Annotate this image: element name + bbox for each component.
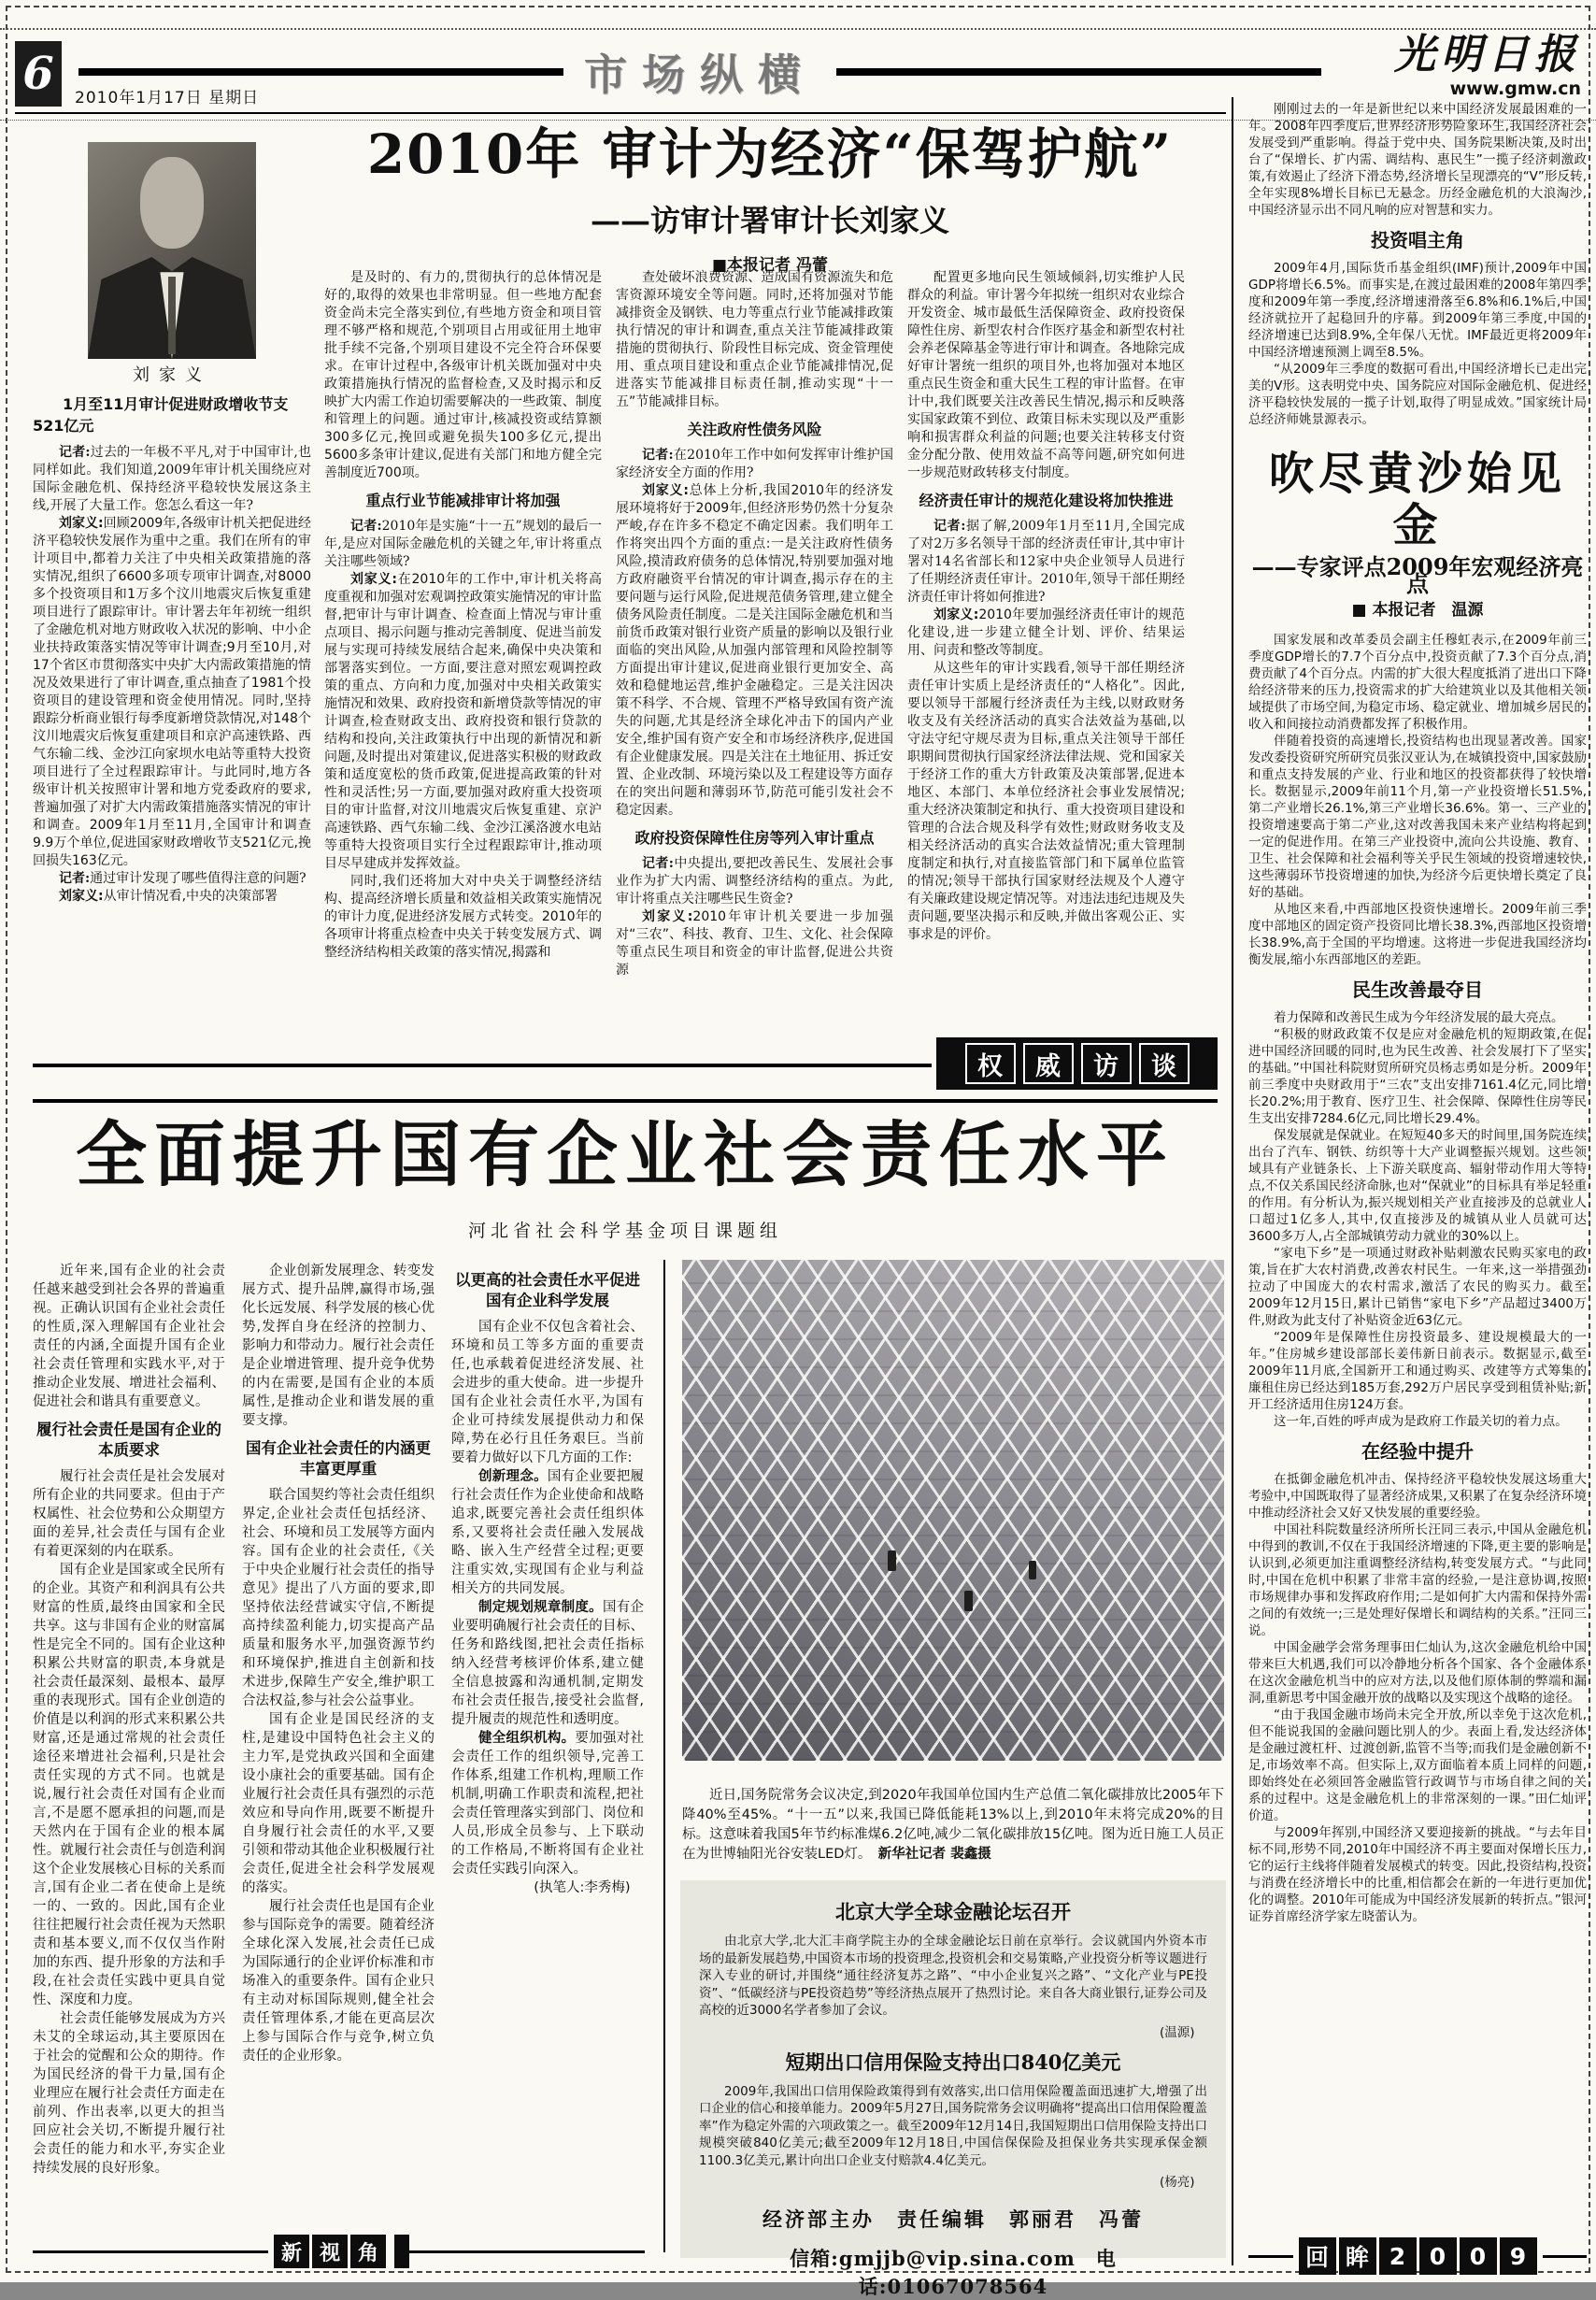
article-paragraph: 近年来,国有企业的社会责任越来越受到社会各界的普遍重视。正确认识国有企业社会责任的性质,深入理解国有企业社会责任的内涵,全面提升国有企业社会责任管理和实践水平,对于推动企业发展、增进社会福利、促进社会和谐具有重要意义。	[33, 1264, 225, 1409]
badge-rule-right	[1543, 2255, 1588, 2258]
article-paragraph: 国有企业不仅包含着社会、环境和员工等多方面的重要责任,也承载着促进经济发展、社会进步的重大使命。进一步提升国有企业社会责任水平,为国有企业可持续发展提供动力和保障,势在必行且任务艰巨。当前要着力做好以下几方面的工作:	[451, 1320, 644, 1465]
author-signature: (执笔人:李秀梅)	[534, 1880, 631, 1895]
article-paragraph: 中国金融学会常务理事田仁灿认为,这次金融危机给中国带来巨大机遇,我们可以冷静地分析各个国家、各个金融体系在这次金融危机当中的应对方法,以及他们原体制的弊端和漏洞,重新思考中国金融开放的战略以及实现这个战略的途径。	[1248, 1640, 1587, 1707]
article-paragraph: 在抵御金融危机冲击、保持经济平稳较快发展这场重大考验中,中国既取得了显著经济成果,又积累了在复杂经济环境中推动经济社会又好又快发展的重要经验。	[1248, 1472, 1587, 1521]
badge-character: 0	[1419, 2237, 1457, 2275]
article-paragraph: 国有企业是国民经济的支柱,是建设中国特色社会主义的主力军,是党执政兴国和全面建设小康社会的重要基础。国有企业履行社会责任具有强烈的示范效应和导向作用,既要不断提升自身履行社会责任的水平,又要引领和带动其他企业积极履行社会责任,促进全社会科学发展观的落实。	[242, 1712, 435, 1895]
caption-credit: 新华社记者 裴鑫摄	[877, 1846, 991, 1862]
article-paragraph: “家电下乡”是一项通过财政补贴刺激农民购买家电的政策,旨在扩大农村消费,改善农村民生。一年来,这一举措强劲拉动了中国庞大的农村需求,激活了农民的购买力。截至2009年12月15日,累计已销售“家电下乡”产品超过3400万件,财政为此支付了补贴资金近63亿元。	[1248, 1246, 1587, 1329]
article-paragraph: 中国社科院数量经济所所长汪同三表示,中国从金融危机中得到的教训,不仅在于我国经济增速的下降,更主要的影响是认识到,必须更加注重调整经济结构,转变发展方式。“与此同时,中国在危机中积累了非常丰富的经验,一是注意协调,按照市场规律办事和发挥政府作用;二是如何扩大内需和保持外需之间的有效统一;三是处理好保增长和调结构的关系。”汪同三说。	[1248, 1522, 1587, 1639]
new-perspective-badge-row	[33, 2232, 645, 2271]
badge-rule-left	[33, 2250, 268, 2253]
expo-axis-sun-valley-photo	[682, 1260, 1224, 1761]
badge-character: 权	[965, 1043, 1016, 1084]
question-paragraph: 记者:2010年是实施“十一五”规划的最后一年,是应对国际金融危机的关键之年,审计将重点关注哪些领域?	[324, 519, 602, 569]
review-2009-badge-row	[1248, 2236, 1587, 2277]
audit-column-1	[33, 140, 311, 1036]
date-line: 2010年1月17日 星期日	[75, 89, 260, 107]
badge-character: 眸	[1339, 2237, 1376, 2275]
insurance-brief-title: 短期出口信用保险支持出口840亿美元	[785, 2050, 1121, 2074]
column-subhead: 在经验中提升	[1361, 1440, 1474, 1464]
contact-line: 信箱:gmjjb@vip.sina.com 电话:01067078564	[790, 2247, 1117, 2298]
audit-subheadline: ——访审计署审计长刘家义	[590, 202, 949, 238]
insurance-brief-body: 2009年,我国出口信用保险政策得到有效落实,出口信用保险覆盖面迅速扩大,增强了出口企业的信心和接单能力。2009年5月27日,国务院常务会议明确将“提高出口信用保险覆盖率”作为稳定外需的六项政策之一。截至2009年12月14日,我国短期出口信用保险支持出口规模突破840亿美元;截至2009年12月18日,中国信保保险及担保业务共实现承保金额1100.3亿美元,累计向出口企业支付赔款4.4亿美元。	[699, 2083, 1207, 2168]
audit-column-2	[324, 269, 602, 1037]
column-subhead: 政府投资保障性住房等列入审计重点	[634, 829, 875, 847]
header-divider	[15, 112, 1226, 114]
column-subhead: 经济责任审计的规范化建设将加快推进	[919, 492, 1174, 509]
badge-character: 谈	[1139, 1043, 1190, 1084]
section-rule-upper	[33, 1064, 932, 1067]
article-paragraph: 企业创新发展理念、转变发展方式、提升品牌,赢得市场,强化长远发展、科学发展的核心优势,发挥自身在经济的控制力、影响力和带动力。履行社会责任是企业增进管理、提升竞争优势的内在需要,是国有企业的本质属性,是推动企业和谐发展的重要支撑。	[242, 1264, 435, 1428]
article-paragraph: 国有企业是国家或全民所有的企业。其资产和利润具有公共财富的性质,最终由国家和全民共享。这与非国有企业的财富属性是完全不同的。国有企业这种积累公共财富的职责,本身就是社会责任最深刻、最根本、最厚重的表现形式。国有企业创造的价值是以利润的形式来积累公共财富,还是通过常规的社会责任途径来增进社会福利,只是社会责任实现的方式不同。也就是说,履行社会责任对国有企业而言,不是愿不愿承担的问题,而是天然内在于国有企业的根本属性。就履行社会责任与创造利润这个企业发展核心目标的关系而言,国有企业二者在使命上是统一的、一致的。因此,国有企业往往把履行社会责任视为天然职责和基本要义,而不仅仅当作附加的东西、提升形象的方法和手段,在社会责任实践中更具自觉性、深度和力度。	[33, 1563, 225, 2007]
article-paragraph: 履行社会责任也是国有企业参与国际竞争的需要。随着经济全球化深入发展,社会责任已成为国际通行的企业评价标准和市场准入的重要条件。国有企业只有主动对标国际规则,健全社会责任管理体系,才能在更高层次上参与国际合作与竞争,树立负责任的企业形象。	[242, 1899, 435, 2064]
article-paragraph: 与2009年挥别,中国经济又要迎接新的挑战。“与去年目标不同,形势不同,2010年中国经济不再主要面对保增长压力,它的运行主线将伴随着发展模式的转变。因此,投资结构,投资与消费在经济增长中的比重,相信都会在新的一年进行更加优化的调整。2010年可能成为中国经济发展新的转折点。”银河证券首席经济学家左晓蕾认为。	[1248, 1825, 1587, 1925]
article-paragraph: 社会责任能够发展成为方兴未艾的全球运动,其主要原因在于社会的觉醒和公众的期待。作为国民经济的骨干力量,国有企业理应在履行社会责任方面走在前列、作出表率,以更大的担当回应社会关切,不断提升履行社会责任的能力和水平,夯实企业持续发展的良好形象。	[33, 2011, 225, 2176]
audit-col1-subhead: 1月至11月审计促进财政增收节支521亿元	[33, 395, 289, 435]
article-paragraph: 2009年4月,国际货币基金组织(IMF)预计,2009年中国GDP将增长6.5%。而事实是,在渡过最困难的2008年第四季度和2009年第一季度,经济增速滑落至6.8%和6.1%后,中国经济就拉开了起稳回升的序幕。到2009年第三季度,中国的经济增速已达到8.9%,全年保八无忧。IMF最近更将2009年中国经济增速预测上调至8.5%。	[1248, 261, 1587, 360]
editor-credits: 经济部主办 责任编辑 郭丽君 冯蕾	[762, 2207, 1144, 2231]
audit-headline: 2010年 审计为经济“保驾护航”	[366, 122, 1174, 186]
header-rule-right	[836, 68, 1321, 76]
liu-jiayi-photo	[88, 142, 256, 359]
badge-rule-right	[409, 2250, 645, 2253]
feature-subheadline: ——专家评点2009年宏观经济亮点	[1251, 553, 1584, 598]
article-paragraph: 履行社会责任是社会发展对所有企业的共同要求。但由于产权属性、社会位势和公众期望方面的差异,社会责任与国有企业有着更深刻的内在联系。	[33, 1469, 225, 1559]
section-header	[78, 41, 1321, 103]
article-paragraph: 从这些年的审计实践看,领导干部任期经济责任审计实质上是经济责任的“人格化”。因此,要以领导干部履行经济责任为主线,以财政财务收支及有关经济活动的真实合法效益为基础,以守法守纪守规尽责为目标,重点关注领导干部任职期间贯彻执行国家经济法律法规、党和国家关于经济工作的重大方针政策及决策部署,促进本地区、本部门、本单位经济社会事业发展情况;重大经济决策制定和执行、重大投资项目建设和管理的合法合规及科学有效性;财政财务收支及相关经济活动的真实合法效益情况;重大管理制度制定和执行,对直接监管部门和下属单位监管的情况;领导干部执行国家财经法规及个人遵守有关廉政建设规定情况等。对违法违纪违规及失责问题,要坚决揭示和反映,并做出客观公正、实事求是的评价。	[907, 661, 1185, 942]
badge-character: 访	[1081, 1043, 1132, 1084]
portrait-tie	[168, 277, 175, 355]
badge-character: 角	[350, 2235, 386, 2268]
article-paragraph: 刚刚过去的一年是新世纪以来中国经济发展最困难的一年。2008年四季度后,世界经济形势险象环生,我国经济社会发展受到严重影响。得益于党中央、国务院果断决策,及时出台了“保增长、扩内需、调结构、惠民生”一揽子经济刺激政策,有效遏止了经济下滑态势,经济增长呈现漂亮的“V”形反转,全年实现8%增长目标已无悬念。历经金融危机的大浪淘沙,中国经济显示出不同凡响的应对智慧和实力。	[1248, 102, 1587, 218]
article-paragraph: “从2009年三季度的数据可看出,中国经济增长已走出完美的V形。这表明党中央、国务院应对国际金融危机、促进经济平稳较快发展的一揽子计划,取得了明显成效。”国家统计局总经济师姚景源表示。	[1248, 362, 1587, 427]
question-paragraph: 记者:过去的一年极不平凡,对于中国审计,也同样如此。我们知道,2009年审计机关围绕应对国际金融危机、保持经济平稳较快发展这条主线,开展了大量工作。您怎么看这一年?	[33, 445, 311, 513]
interview-byline: 河北省社会科学基金项目课题组	[467, 1221, 782, 1241]
article-paragraph: 保发展就是保就业。在短短40多天的时间里,国务院连续出台了汽车、钢铁、纺织等十大产业调整振兴规划。这些领域具有产业链条长、上下游关联度高、辐射带动作用大等特点,不仅关系国民经济命脉,也对“保就业”的目标具有举足轻重的作用。有分析认为,振兴规划相关产业直接涉及的总就业人口超过1亿多人,其中,仅直接涉及的城镇从业人员就可达3600多万人,占全部城镇劳动力就业的30%以上。	[1248, 1128, 1587, 1245]
forum-brief-body: 由北京大学,北大汇丰商学院主办的全球金融论坛日前在京举行。会议就国内外资本市场的最新发展趋势,中国资本市场的投资理念,投资机会和交易策略,产业投资分析等议题进行深入专业的研讨,并围绕“通往经济复苏之路”、“中小企业复兴之路”、“文化产业与PE投资”、“低碳经济与PE投资趋势”等经济热点展开了热烈讨论。来自各大商业银行,证券公司及高校的近3000名学者参加了会议。	[699, 1934, 1207, 2018]
badge-character: 新	[274, 2235, 309, 2268]
article-paragraph: 创新理念。国有企业要把履行社会责任作为企业使命和战略追求,既要完善社会责任组织体系,又要将社会责任融入发展战略、嵌入生产经营全过程;更要注重实效,实现国有企业与利益相关方的共同发展。	[451, 1469, 645, 1596]
article-paragraph: “积极的财政政策不仅是应对金融危机的短期政策,在促进中国经济回暖的同时,也为民生改善、社会发展打下了坚实的基础。”中国社科院财贸所研究员杨志勇如是分析。2009年前三季度中央财政用于“三农”支出安排7161.4亿元,同比增长20.2%;用于教育、医疗卫生、社会保障、保障性住房等民生支出安排7284.6亿元,同比增长29.4%。	[1248, 1027, 1587, 1127]
answer-paragraph: 刘家义:回顾2009年,各级审计机关把促进经济平稳较快发展作为重中之重。我们在所有的审计项目中,都着力关注了中央相关政策措施的落实情况,组织了6600多项专项审计调查,对8000多个投资项目和1万多个汶川地震灾后恢复重建项目进行了跟踪审计。审计署去年年初统一组织了金融危机对地方财政收入状况的影响、中小企业扶持政策落实情况等审计调查;9月至10月,对17个省区市贯彻落实中央扩大内需政策措施的情况及效果进行了审计调查,重点抽查了1981个投资项目的建设管理和资金使用情况。同时,坚持跟踪分析商业银行每季度新增贷款情况,对148个汶川地震灾后恢复重建项目和京沪高速铁路、西气东输二线、金沙江向家坝水电站等重特大投资项目进行了全过程跟踪审计。与此同时,地方各级审计机关按照审计署和地方党委政府的要求,普遍加强了对扩大内需政策措施落实情况的审计和调查。2009年1月至11月,全国审计和调查9.9万个单位,促进国家财政增收节支521亿元,挽回损失163亿元。	[33, 516, 311, 868]
section-rule-lower	[33, 1099, 1218, 1103]
article-paragraph: 着力保障和改善民生成为今年经济发展的最大亮点。	[1274, 1010, 1564, 1026]
answer-paragraph: 刘家义:总体上分析,我国2010年的经济发展环境将好于2009年,但经济形势仍然十分复杂严峻,存在许多不稳定不确定因素。我们明年工作将突出四个方面的重点:一是关注政府性债务风险,摸清政府债务的总体情况,特别要加强对地方政府融资平台情况的审计调查,揭示存在的主要问题与运行风险,促进规范债务管理,建立健全债务风险责任制度。二是关注国际金融危机和当前货币政策对银行业资产质量的影响以及银行业面临的突出风险,从加强内部管理和风险控制等方面提出审计建议,促进商业银行更加安全、高效和稳健地运营,维护金融稳定。三是关注因决策不科学、不合规、管理不严格导致国有资产流失的问题,尤其是经济全球化冲击下的国内产业安全,维护国有资产安全和市场经济秩序,促进国有企业健康发展。四是关注在土地征用、拆迁安置、企业改制、环境污染以及工程建设等方面存在的突出问题和薄弱环节,防范可能引发社会不稳定因素。	[616, 483, 893, 818]
badge-character: 视	[312, 2235, 348, 2268]
column-subhead: 关注政府性债务风险	[687, 421, 822, 438]
worker-figure	[888, 1550, 896, 1571]
question-paragraph: 记者:通过审计发现了哪些值得注意的问题?	[59, 871, 306, 886]
column-subhead: 重点行业节能减排审计将加强	[365, 492, 561, 509]
masthead-website: www.gmw.cn	[1449, 79, 1581, 100]
article-paragraph: 联合国契约等社会责任组织界定,企业社会责任包括经济、社会、环境和员工发展等方面内容。国有企业的社会责任,《关于中央企业履行社会责任的指导意见》提出了八方面的要求,即坚持依法经营诚实守信,不断提高持续盈利能力,切实提高产品质量和服务水平,加强资源节约和环境保护,推进自主创新和技术进步,保障生产安全,维护职工合法权益,参与社会公益事业。	[242, 1488, 435, 1708]
question-paragraph: 记者:据了解,2009年1月至11月,全国完成了对2万多名领导干部的经济责任审计,其中审计署对14名省部长和12家中央企业领导人员进行了任期经济责任审计。2010年,领导干部任期经济责任审计将如何推进?	[907, 519, 1185, 605]
badge-rule-left	[1248, 2255, 1293, 2258]
badge-character: 0	[1460, 2237, 1497, 2275]
portrait-face	[140, 157, 204, 248]
article-paragraph: 从地区来看,中西部地区投资快速增长。2009年前三季度中部地区的固定资产投资同比增长38.3%,西部地区投资增长38.9%,高于全国的平均增速。这将进一步促进我国经济均衡发展,缩小东西部地区的差距。	[1248, 902, 1587, 968]
header-rule-left	[78, 68, 563, 76]
masthead	[1329, 31, 1581, 100]
answer-paragraph: 刘家义:从审计情况看,中央的决策部署	[59, 889, 278, 904]
badge-character: 回	[1299, 2237, 1336, 2275]
insurance-brief-signature: (杨亮)	[1159, 2175, 1195, 2190]
audit-photo-caption: 刘家义	[133, 365, 211, 385]
forum-brief-title: 北京大学全球金融论坛召开	[835, 1900, 1071, 1923]
badge-character: 9	[1500, 2237, 1537, 2275]
column-subhead: 履行社会责任是国有企业的本质要求	[36, 1421, 221, 1459]
column-subhead: 国有企业社会责任的内涵更丰富更厚重	[246, 1439, 431, 1478]
answer-paragraph: 刘家义:2010年要加强经济责任审计的规范化建设,进一步建立健全计划、评价、结果运用、问责和整改等制度。	[907, 607, 1185, 658]
main-right-divider	[1232, 97, 1233, 2265]
audit-article-header	[322, 123, 1218, 275]
review-2009-badge	[1299, 2237, 1537, 2275]
interview-column-3	[451, 1262, 644, 2222]
page-number: 6	[15, 41, 62, 107]
interview-headline: 全面提升国有企业社会责任水平	[76, 1113, 1175, 1196]
badge-end-block	[394, 2235, 409, 2268]
new-perspective-badge	[274, 2235, 386, 2268]
authority-interview-badge	[936, 1037, 1218, 1090]
question-paragraph: 记者:在2010年工作中如何发挥审计维护国家经济安全方面的作用?	[616, 448, 893, 480]
question-paragraph: 记者:中央提出,要把改善民生、发展社会事业作为扩大内需、调整经济结构的重点。为此,审计将重点关注哪些民生资金?	[616, 856, 894, 907]
article-paragraph: 健全组织机构。要加强对社会责任工作的组织领导,完善工作体系,组建工作机构,理顺工作机制,明确工作职责和流程,把社会责任管理落实到部门、岗位和人员,形成全员参与、上下联动的工作格局,不断将国有企业社会责任实践引向深入。	[451, 1731, 645, 1877]
audit-col1-text	[33, 444, 311, 906]
feature-column	[1248, 101, 1587, 2224]
audit-column-4	[907, 269, 1185, 1037]
caption-text: 近日,国务院常务会议决定,到2020年我国单位国内生产总值二氧化碳排放比2005年下降40%至45%。“十一五”以来,我国已降低能耗13%以上,到2010年末将完成20%的目标。这意味着我国5年节约标准煤6.2亿吨,减少二氧化碳排放15亿吨。图为近日施工人员正在为世博轴阳光谷安装LED灯。	[682, 1787, 1224, 1862]
answer-paragraph: 刘家义:2010年审计机关要进一步加强对“三农”、科技、教育、卫生、文化、社会保障等重点民生项目和资金的审计监督,促进公共资源	[616, 909, 893, 978]
worker-figure	[1029, 1561, 1036, 1579]
section-title: 市场纵横	[584, 50, 816, 100]
audit-column-3	[616, 269, 893, 1037]
photo-caption	[682, 1786, 1224, 1864]
article-paragraph: 伴随着投资的高速增长,投资结构也出现显著改善。国家发改委投资研究所研究员张汉亚认为,在城镇投资中,国家鼓励和重点支持发展的产业、行业和地区的投资都获得了较快增长。数据显示,2009年前11个月,第一产业投资增长51.5%,第二产业增长26.1%,第三产业增长36.6%。第一、三产业的投资增速要高于第二产业,这对改善我国未来产业结构将起到一定的促进作用。在第三产业投资中,流向公共设施、教育、卫生、社会保障和社会福利等关乎民生领域的投资增速较快,这些薄弱环节投资增速的加快,为经济今后更快增长奠定了良好的基础。	[1248, 734, 1587, 901]
column-subhead: 民生改善最夺目	[1352, 979, 1483, 1002]
answer-paragraph: 刘家义:在2010年的工作中,审计机关将高度重视和加强对宏观调控政策实施情况的审计监督,把审计与审计调查、检查面上情况与审计重点项目、揭示问题与推动完善制度、促进当前发展与实现可持续发展结合起来,确保中央决策和部署落实到位。一方面,要注意对照宏观调控政策的重点、方向和力度,加强对中央相关政策实施情况和效果、政府投资和新增贷款等情况的审计调查,检查财政支出、政府投资和银行贷款的结构和投向,关注政策执行中出现的新情况和新问题,及时提出对策建议,促进落实积极的财政政策和适度宽松的货币政策,促进提高政策的针对性和灵活性;另一方面,要加强对政府重大投资项目的审计监督,对汶川地震灾后恢复重建、京沪高速铁路、西气东输二线、金沙江溪洛渡水电站等重特大投资项目实行全过程跟踪审计,推动项目尽早建成并发挥效益。	[324, 572, 602, 871]
badge-character: 2	[1379, 2237, 1417, 2275]
article-paragraph: 配置更多地向民生领域倾斜,切实维护人民群众的利益。审计署今年拟统一组织对农业综合开发资金、城市最低生活保障资金、政府投资保障性住房、新型农村合作医疗基金和新型农村社会养老保障基金等进行审计和调查。各地除完成好审计署统一组织的项目外,也将加强对本地区重点民生资金和重大民生工程的审计监督。在审计中,我们既要关注改善民生情况,揭示和反映落实国家政策不到位、政策目标未实现以及严重影响和损害群众利益的问题;也要关注转移支付资金分配分散、使用效益不高等问题,研究如何进一步规范财政转移支付制度。	[907, 270, 1185, 480]
article-paragraph: “由于我国金融市场尚未完全开放,所以幸免于这次危机,但不能说我国的金融问题比别人的少。表面上看,发达经济体是金融过渡杠杆、过渡创新,监管不当等;而我们是金融创新不足,市场效率不高。但实际上,双方面临着本质上同样的问题,即始终处在必须回答金融监管行政调节与市场自律之间的关系的过程中。这是金融危机上的非常深刻的一课。”田仁灿评价道。	[1248, 1707, 1587, 1824]
worker-figure	[964, 1591, 973, 1611]
article-paragraph: 同时,我们还将加大对中央关于调整经济结构、提高经济增长质量和效益相关政策实施情况的审计力度,促进经济发展方式转变。2010年的各项审计将重点检查中央关于转变发展方式、调整经济结构相关政策的落实情况,揭露和	[324, 874, 602, 960]
column-subhead: 投资唱主角	[1371, 229, 1464, 251]
article-paragraph: 查处破坏浪费资源、造成国有资源流失和危害资源环境安全等问题。同时,还将加强对节能减排资金及钢铁、电力等重点行业节能减排政策执行情况的审计和调查,重点关注节能减排政策措施的贯彻执行、阶段性目标完成、资金管理使用、重点项目建设和重点企业节能减排情况,促进落实节能减排目标责任制,推动实现“十一五”节能减排目标。	[616, 270, 893, 409]
article-paragraph: 制定规划规章制度。国有企业要明确履行社会责任的目标、任务和路线图,把社会责任指标纳入经营考核评价体系,建立健全信息披露和沟通机制,定期发布社会责任报告,接受社会监督,提升履责的规范性和透明度。	[451, 1600, 645, 1727]
masthead-logo: 光明日报	[1394, 31, 1581, 79]
badge-character: 威	[1023, 1043, 1074, 1084]
feature-byline: ■ 本报记者 温源	[1351, 601, 1484, 621]
interview-column-1	[33, 1262, 225, 2222]
interview-photo-divider	[663, 1260, 665, 2252]
column-subhead: 以更高的社会责任水平促进国有企业科学发展	[455, 1271, 640, 1309]
audit-byline: ■本报记者 冯蕾	[712, 255, 828, 275]
article-paragraph: 这一年,百姓的呼声成为是政府工作最关切的着力点。	[1274, 1414, 1568, 1430]
feature-headline: 吹尽黄沙始见金	[1268, 448, 1566, 552]
article-paragraph: “2009年是保障性住房投资最多、建设规模最大的一年。”住房城乡建设部部长姜伟新日前表示。数据显示,截至2009年11月底,全国新开工和通过购买、改建等方式筹集的廉租住房已经达到185万套,292万户居民享受到租赁补贴;新开工经济适用住房124万套。	[1248, 1330, 1587, 1413]
interview-column-2	[242, 1262, 435, 2222]
briefs-panel	[680, 1880, 1226, 2298]
forum-brief-signature: (温源)	[1159, 2024, 1195, 2040]
article-paragraph: 是及时的、有力的,贯彻执行的总体情况是好的,取得的效果也非常明显。但一些地方配套资金尚未完全落实到位,有些地方资金和项目管理不够严格和规范,个别项目占用或征用土地审批手续不完备,个别项目建设不完全符合环保要求。在审计过程中,各级审计机关既加强对中央政策措施执行情况的监督检查,又及时揭示和反映扩大内需工作迫切需要解决的一些政策、制度和管理上的问题。通过审计,核减投资或结算额300多亿元,挽回或避免损失100多亿元,提出5600多条审计建议,促进有关部门和地方健全完善制度近700项。	[324, 270, 602, 480]
article-paragraph: 国家发展和改革委员会副主任穆虹表示,在2009年前三季度GDP增长的7.7个百分点中,投资贡献了7.3个百分点,消费贡献了4个百分点。内需的扩大很大程度抵消了进出口下降给经济带来的压力,投资需求的扩大给建筑业以及其他相关领域提供了市场空间,为稳定市场、稳定就业、增加城乡居民的收入和间接拉动消费都发挥了积极作用。	[1248, 633, 1587, 733]
